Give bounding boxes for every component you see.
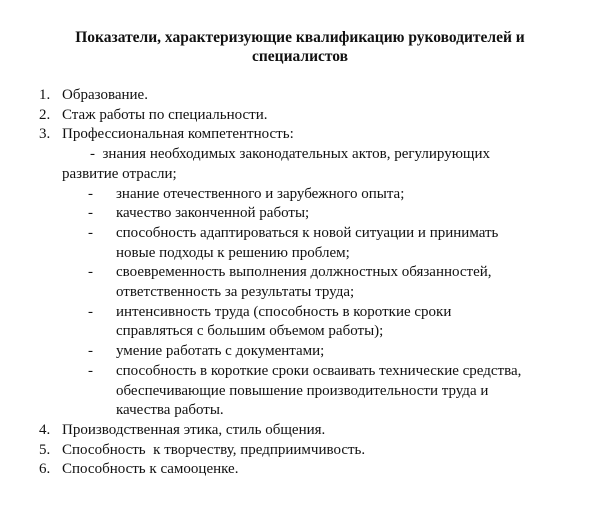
item-number: 2.: [39, 106, 51, 123]
item-text: справляться с большим объемом работы);: [116, 323, 384, 340]
qualification-list: [0, 86, 600, 480]
sublist-item: [0, 224, 600, 263]
item-dash: -: [88, 343, 93, 360]
list-item-education: [0, 86, 600, 106]
sublist-item: [0, 204, 600, 224]
item-text: Способность к самооценке.: [62, 461, 239, 478]
item-dash: -: [88, 185, 93, 202]
item-dash: -: [88, 303, 93, 320]
item-text: качество законченной работы;: [116, 205, 310, 222]
item-dash: -: [88, 205, 93, 222]
item-text: интенсивность труда (способность в короткие сроки: [116, 303, 452, 320]
item-text: Образование.: [62, 87, 148, 103]
sublist-item: [0, 185, 600, 205]
item-text: Стаж работы по специальности.: [62, 106, 268, 123]
item-text: новые подходы к решению проблем;: [116, 244, 350, 261]
item-text: способность адаптироваться к новой ситуации и принимать: [116, 224, 499, 241]
item-text: способность в короткие сроки осваивать технические средства,: [116, 362, 522, 379]
list-item-self-assessment: [0, 460, 600, 480]
item-number: 5.: [39, 441, 51, 458]
item-text: Способность к творчеству, предприимчивость.: [62, 441, 366, 458]
item-text: Профессиональная компетентность:: [62, 126, 294, 143]
item-text: обеспечивающие повышение производительности труда и: [116, 382, 489, 399]
item-number: 6.: [39, 461, 51, 478]
item-text: умение работать с документами;: [116, 343, 325, 360]
item-dash: -: [88, 362, 93, 379]
sublist-item: [0, 342, 600, 362]
list-item-competence: [0, 125, 600, 145]
title-line-2: специалистов: [251, 48, 349, 65]
item-text-continued: развитие отрасли;: [62, 165, 177, 182]
item-number: 4.: [39, 421, 51, 438]
item-number: 3.: [39, 126, 51, 143]
item-dash: -: [88, 264, 93, 281]
item-text: своевременность выполнения должностных обязанностей,: [116, 264, 492, 281]
title-line-1: Показатели, характеризующие квалификацию руководителей и: [75, 29, 525, 46]
item-text: Производственная этика, стиль общения.: [62, 421, 326, 438]
sublist-item: [0, 263, 600, 302]
sublist-first-line: [62, 145, 600, 165]
list-item-creativity: [0, 441, 600, 461]
item-text: качества работы.: [116, 402, 224, 419]
item-text: знания необходимых законодательных актов, регулирующих: [102, 146, 490, 163]
item-text: ответственность за результаты труда;: [116, 284, 355, 301]
sublist-item: [0, 303, 600, 342]
list-item-experience: [0, 106, 600, 126]
sublist-item-legislation: [0, 145, 600, 184]
item-number: 1.: [39, 87, 51, 103]
document-title: [0, 28, 600, 66]
item-text: знание отечественного и зарубежного опыта;: [116, 185, 405, 202]
item-dash: -: [88, 224, 93, 241]
sublist-item: [0, 362, 600, 421]
list-item-ethics: [0, 421, 600, 441]
item-dash: -: [90, 146, 95, 163]
